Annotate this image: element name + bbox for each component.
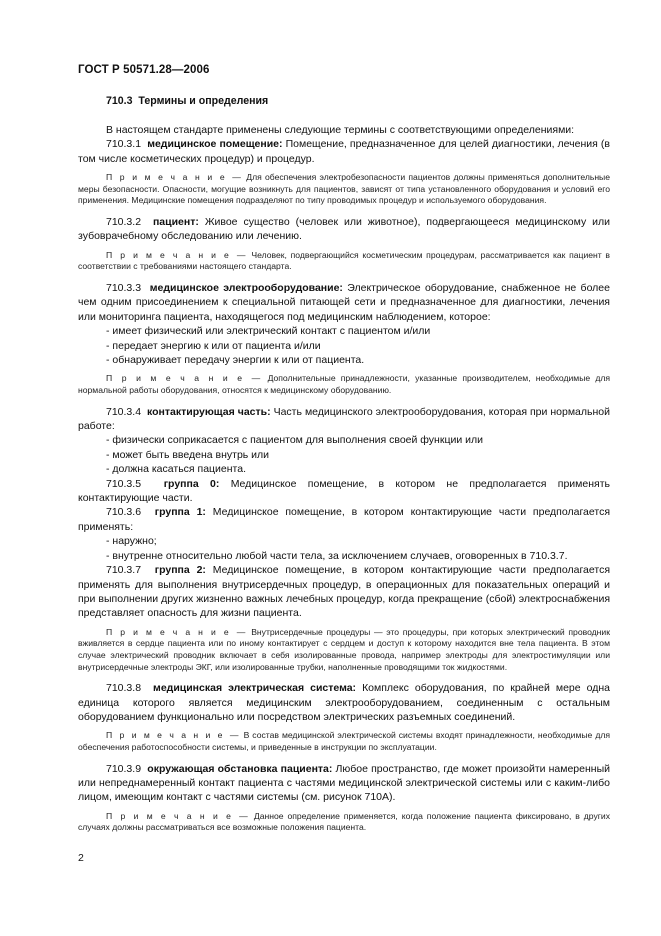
term-number: 710.3.5 [106,477,142,490]
note-710-3-9 [78,811,610,834]
term-name: группа 1: [154,506,206,519]
term-definition: Помещение, предназначенное для целей диагностики, лечения (в том числе косметических процедур) и процедур. [78,138,610,165]
note-text: Дополнительные принадлежности, указанные производителем, необходимые для нормальной работы оборудования, относятся к медицинскому оборудованию. [78,373,611,396]
section-heading [78,95,610,107]
note-label: П р и м е ч а н и е — [106,249,248,260]
note-label: П р и м е ч а н и е — [106,373,263,384]
term-710-3-4 [78,405,610,434]
section-title: Термины и определения [138,95,269,107]
list-item: - имеет физический или электрический контакт с пациентом и/или [106,325,431,338]
term-710-3-6 [78,505,610,534]
list-item: - наружно; [106,535,157,548]
list-item: - передает энергию к или от пациента и/или [106,339,321,352]
page-number: 2 [78,852,84,864]
term-name: группа 2: [154,564,206,577]
term-definition: Любое пространство, где может произойти намеренный или непреднамеренный контакт пациента с частями медицинской электрической системы или с каким-либо лицом, имеющим контакт с частями системы (см. рисунок 710А). [78,762,610,804]
term-definition: Комплекс оборудования, по крайней мере одна единица которого является медицинским электрооборудованием, соединенным с остальным оборудованием функционально или посредством электрических разъемных соединений. [78,682,610,723]
note-label: П р и м е ч а н и е — [106,810,250,821]
note-710-3-3 [78,373,610,396]
term-name: пациент: [152,216,199,228]
term-710-3-9 [78,762,610,805]
term-definition: Часть медицинского электрооборудования, которая при нормальной работе: [78,405,610,433]
term-number: 710.3.2 [106,216,142,228]
note-710-3-8 [78,730,610,753]
term-number: 710.3.6 [106,506,142,519]
document-body [78,123,610,834]
term-definition: Медицинское помещение, в котором не предполагается применять контактирующие части. [78,477,610,505]
note-label: П р и м е ч а н и е — [106,626,248,637]
term-710-3-8 [78,681,610,724]
note-text: Для обеспечения электробезопасности пациентов должны применяться дополнительные меры безопасности. Опасности, могущие возникнуть для пациентов, зависят от типа установленного оборудования и условий его применения. Медицинские помещения подразделяют по типу проводимых процедур и используемого оборудования. [78,172,611,206]
term-710-3-5 [78,477,610,506]
term-number: 710.3.7 [106,564,142,577]
term-name: медицинская электрическая система: [153,682,357,695]
note-text: В состав медицинской электрической системы входят принадлежности, необходимые для обеспечения работоспособности системы, и приведенные в инструкции по эксплуатации. [78,730,610,752]
list-item: - может быть введена внутрь или [106,448,270,461]
term-710-3-3 [78,281,610,324]
term-710-3-7 [78,563,610,621]
note-text: Данное определение применяется, когда положение пациента фиксировано, в других случаях должны рассматриваться все возможные положения пациента. [78,810,610,833]
list-item: - обнаруживает передачу энергии к или от пациента. [106,354,365,367]
document-header: ГОСТ Р 50571.28—2006 [78,64,210,76]
term-definition: Живое существо (человек или животное), подвергающееся медицинскому или зубоврачебному обследованию или лечению. [78,216,611,243]
list-item: - физически соприкасается с пациентом для выполнения своей функции или [106,434,483,447]
term-name: медицинское электрооборудование: [149,282,343,294]
term-number: 710.3.4 [106,405,142,418]
list-item: - должна касаться пациента. [106,463,247,476]
note-710-3-1 [78,172,610,207]
list-item: - внутренне относительно любой части тела, за исключением случаев, оговоренных в 710.3.7. [106,549,568,562]
term-number: 710.3.3 [106,282,142,294]
note-label: П р и м е ч а н и е — [106,730,241,741]
term-name: группа 0: [163,477,220,490]
term-definition: Медицинское помещение, в котором контактирующие части предполагается применять: [78,506,611,533]
note-710-3-2 [78,250,610,273]
term-definition: Электрическое оборудование, снабженное не более чем одним присоединением к специальной питающей сети и предназначенное для диагностики, лечения или мониторинга пациента, находящегося под медицинским наблюдением, которое: [78,282,610,323]
term-name: контактирующая часть: [147,405,271,418]
note-label: П р и м е ч а н и е — [106,172,244,183]
term-710-3-2 [78,215,610,244]
section-number: 710.3 [106,95,133,107]
note-710-3-7 [78,627,610,673]
note-text: Человек, подвергающийся косметическим процедурам, рассматривается как пациент в соответствии с требованиями настоящего стандарта. [78,249,610,272]
term-number: 710.3.8 [106,682,142,695]
term-710-3-1 [78,137,610,166]
note-text: Внутрисердечные процедуры — это процедуры, при которых электрический проводник вживляется в сердце пациента или по иному контактирует с сердцем и доступ к которому находится вне тела пациента. В этом случае электрический проводник включает в себя изолированные провода, например электроды для электростимуляции или внутрисердечные электроды ЭКГ, или изолированные трубки, наполненные проводящими ток жидкостями. [78,626,610,672]
intro-paragraph: В настоящем стандарте применены следующие термины с соответствующими определениями: [106,124,575,136]
term-number: 710.3.9 [106,762,142,775]
term-definition: Медицинское помещение, в котором контактирующие части предполагается применять для выполнения внутрисердечных процедур, в операционных для показательных операций и при выполнении других жизненно важных лечебных процедур, когда прекращение (сбой) электроснабжения представляет опасность для жизни пациента. [78,564,611,620]
term-number: 710.3.1 [106,138,142,151]
term-name: медицинское помещение: [147,138,283,151]
term-name: окружающая обстановка пациента: [147,762,333,775]
